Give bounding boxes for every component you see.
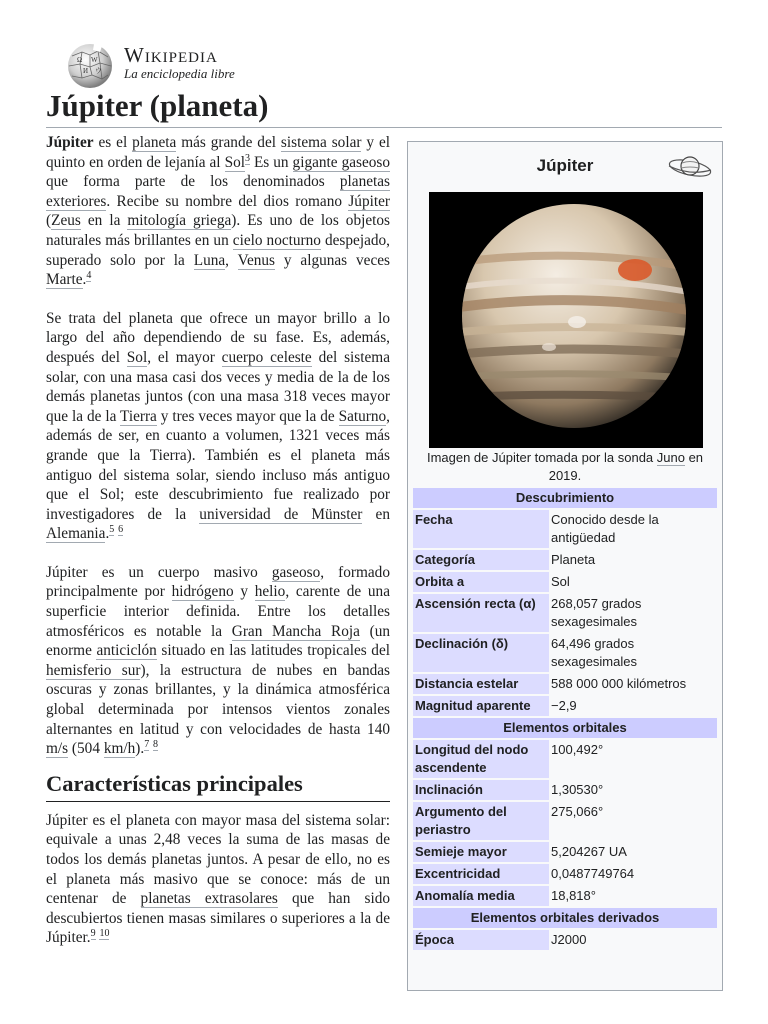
link-hemisferio-sur[interactable]: hemisferio sur: [46, 661, 141, 679]
infobox-row: [413, 634, 717, 672]
link-sistema-solar[interactable]: sistema solar: [280, 134, 362, 151]
section-heading-characteristics: Características principales: [46, 769, 390, 802]
infobox-value-anomalia-media: 18,818°: [551, 888, 596, 903]
juno-link[interactable]: Juno: [656, 450, 685, 465]
caption-text-pre: Imagen de Júpiter tomada por la sonda: [426, 450, 657, 465]
link-saturno[interactable]: Saturno: [338, 407, 387, 425]
infobox-row: [413, 864, 717, 884]
link-gran-mancha-roja[interactable]: Gran Mancha Roja: [231, 622, 360, 640]
infobox-value-epoca[interactable]: J2000: [551, 932, 587, 947]
link-helio[interactable]: helio: [254, 583, 286, 601]
reference-6[interactable]: 6: [118, 524, 124, 536]
svg-text:И: И: [83, 67, 89, 75]
text-run: (un enorme: [46, 622, 390, 660]
reference-8[interactable]: 8: [153, 739, 159, 751]
article-subject: Júpiter: [46, 134, 94, 151]
link-sol[interactable]: Sol: [126, 348, 148, 366]
infobox-label-excentricidad: Excentricidad: [413, 864, 549, 884]
link-universidad-de-munster[interactable]: universidad de Münster: [199, 505, 363, 523]
paragraph-brightness: [46, 309, 390, 544]
link-luna[interactable]: Luna: [193, 251, 226, 269]
infobox-label-argumento-del-periastro: Argumento del periastro: [413, 802, 549, 840]
wikipedia-globe-logo[interactable]: [64, 42, 116, 90]
text-run: situado en las latitudes tropicales del: [156, 642, 390, 660]
infobox-label-categoria: Categoría: [413, 550, 549, 570]
reference-5[interactable]: 5: [109, 524, 115, 536]
infobox-value-categoria[interactable]: Planeta: [551, 552, 596, 567]
text-run: , carente de una superficie interior definida. Entre los detalles atmosféricos es notable la: [46, 583, 390, 640]
infobox-row: [413, 780, 717, 800]
paragraph-mass: [46, 811, 390, 948]
text-run: Júpiter es el planeta con mayor masa del sistema solar: equivale a unas 2,48 veces la suma de las masas de todos los demás planetas juntos. A pesar de ello, no es el planeta más masivo que se conoce: más de un centenar de: [46, 811, 390, 908]
infobox-label-magnitud-aparente: Magnitud aparente: [413, 696, 549, 716]
link-zeus[interactable]: Zeus: [51, 212, 81, 230]
infobox-row: [413, 572, 717, 592]
link-anticiclon[interactable]: anticiclón: [96, 642, 157, 660]
infobox-label-fecha: Fecha: [413, 510, 549, 548]
infobox: [407, 141, 723, 991]
link-venus[interactable]: Venus: [237, 251, 275, 269]
infobox-row: [413, 696, 717, 716]
infobox-title: Júpiter: [536, 156, 594, 175]
svg-text:Ω: Ω: [77, 56, 83, 64]
reference-10[interactable]: 10: [99, 928, 110, 940]
infobox-value-longitud-del-nodo-ascendente: 100,492°: [551, 742, 604, 757]
infobox-value-inclinacion: 1,30530°: [551, 782, 604, 797]
text-run: ,: [225, 251, 238, 269]
text-run: y algunas veces: [274, 251, 390, 269]
text-run: Júpiter es un cuerpo masivo: [46, 563, 272, 581]
infobox-value-orbita-a[interactable]: Sol: [551, 574, 570, 589]
paragraph-composition: [46, 563, 390, 759]
text-run: es el: [93, 134, 133, 151]
infobox-section-header: Descubrimiento: [413, 488, 717, 508]
text-run: . Recibe su nombre del dios romano: [106, 192, 349, 210]
text-run: en: [362, 505, 390, 523]
brand-name[interactable]: Wikipedia: [124, 43, 218, 67]
article-body: [46, 133, 390, 948]
link-jupiter[interactable]: Júpiter: [348, 192, 390, 210]
text-run: , formado principalmente por: [46, 563, 390, 601]
infobox-value-fecha: Conocido desde la antigüedad: [551, 512, 659, 545]
brand-tagline: La enciclopedia libre: [124, 66, 235, 81]
infobox-label-anomalia-media: Anomalía media: [413, 886, 549, 906]
infobox-caption: [414, 449, 716, 485]
infobox-section-header: Elementos orbitales derivados: [413, 908, 717, 928]
text-run: Se trata del planeta que ofrece un mayor brillo a lo largo del año dependiendo de su fase. Es, además, después del: [46, 309, 390, 366]
jupiter-photo[interactable]: [429, 192, 703, 448]
infobox-row: [413, 886, 717, 906]
infobox-value-ascension-recta: 268,057 grados sexagesimales: [551, 596, 642, 629]
svg-text:ウ: ウ: [95, 67, 102, 75]
reference-7[interactable]: 7: [144, 739, 150, 751]
infobox-table: [413, 486, 717, 952]
infobox-row: [413, 802, 717, 840]
text-run: y tres veces mayor que la de: [156, 407, 339, 425]
text-run: despejado, superado solo por la: [46, 231, 390, 269]
infobox-value-distancia-estelar: 588 000 000 kilómetros: [551, 676, 687, 691]
infobox-value-declinacion: 64,496 grados sexagesimales: [551, 636, 637, 669]
text-run: (: [46, 212, 52, 230]
infobox-label-semieje-mayor: Semieje mayor: [413, 842, 549, 862]
link-planetas-exteriores[interactable]: planetas exteriores: [46, 173, 390, 210]
svg-text:W: W: [91, 56, 98, 64]
reference-4[interactable]: 4: [86, 270, 92, 282]
text-run: y el quinto en orden de lejanía al: [46, 134, 390, 171]
title-divider: [46, 127, 722, 128]
link-planetas-extrasolares[interactable]: planetas extrasolares: [140, 890, 278, 908]
infobox-row: [413, 594, 717, 632]
infobox-label-orbita-a: Orbita a: [413, 572, 549, 592]
paragraph-intro: [46, 133, 390, 290]
jupiter-symbol-icon: [666, 150, 714, 186]
infobox-row: [413, 510, 717, 548]
infobox-value-magnitud-aparente: −2,9: [551, 698, 577, 713]
link-alemania[interactable]: Alemania: [46, 525, 106, 543]
infobox-label-inclinacion: Inclinación: [413, 780, 549, 800]
infobox-value-excentricidad: 0,0487749764: [551, 866, 635, 881]
text-run: y: [233, 583, 255, 601]
link-gigante-gaseoso[interactable]: gigante gaseoso: [292, 153, 390, 171]
reference-9[interactable]: 9: [90, 928, 96, 940]
link-cielo-nocturno[interactable]: cielo nocturno: [232, 231, 321, 249]
infobox-label-declinacion: Declinación (δ): [413, 634, 549, 672]
link-km-h[interactable]: km/h: [103, 740, 136, 758]
text-run: , el mayor: [147, 348, 222, 366]
infobox-section-header: Elementos orbitales: [413, 718, 717, 738]
infobox-label-ascension-recta: Ascensión recta (α): [413, 594, 549, 632]
text-run: , además de ser, en cuanto a volumen, 1321 veces más grande que la Tierra). También es el planeta más antiguo del sistema solar, siendo incluso más antiguo que el Sol; este descubrimiento fue realizado por investigadores de la: [46, 407, 390, 523]
caption-text-post: en 2019.: [548, 450, 704, 483]
text-run: ), la estructura de nubes en bandas oscuras y zonas brillantes, y la dinámica atmosférica global determinada por intensos vientos zonales alternantes en latitud y con velocidades de hasta 140: [46, 661, 391, 738]
infobox-row: [413, 842, 717, 862]
text-run: ). Es uno de los objetos naturales más brillantes en un: [46, 212, 390, 249]
infobox-label-distancia-estelar: Distancia estelar: [413, 674, 549, 694]
page-title: Júpiter (planeta): [46, 88, 269, 123]
infobox-row: [413, 740, 717, 778]
infobox-label-epoca: Época: [413, 930, 549, 950]
link-mitologia-griega[interactable]: mitología griega: [127, 212, 232, 230]
text-run: que han sido descubiertos tienen masas similares o superiores a la de Júpiter.: [46, 890, 390, 947]
text-run: más grande del: [176, 134, 281, 151]
text-run: que forma parte de los denominados: [46, 173, 340, 191]
link-cuerpo-celeste[interactable]: cuerpo celeste: [221, 348, 312, 366]
link-sol[interactable]: Sol: [224, 153, 245, 171]
link-m-s[interactable]: m/s: [46, 740, 69, 758]
infobox-row: [413, 930, 717, 950]
infobox-row: [413, 674, 717, 694]
text-run: del sistema solar, con una masa casi dos veces y media de la de los demás planetas juntos (con una masa 318 veces mayor que la de la: [46, 348, 390, 425]
infobox-label-longitud-del-nodo-ascendente: Longitud del nodo ascendente: [413, 740, 549, 778]
link-gaseoso[interactable]: gaseoso: [271, 563, 321, 581]
link-planeta[interactable]: planeta: [132, 134, 177, 151]
brand: [124, 44, 235, 82]
infobox-row: [413, 550, 717, 570]
infobox-value-argumento-del-periastro: 275,066°: [551, 804, 604, 819]
text-run: .: [105, 525, 110, 543]
infobox-value-semieje-mayor[interactable]: 5,204267 UA: [551, 844, 627, 859]
link-hidrogeno[interactable]: hidrógeno: [171, 583, 234, 601]
text-run: ).: [135, 740, 145, 758]
link-tierra[interactable]: Tierra: [120, 407, 157, 425]
reference-3[interactable]: 3: [244, 152, 250, 164]
link-marte[interactable]: Marte: [46, 271, 83, 289]
text-run: (504: [68, 740, 104, 758]
text-run: .: [82, 271, 87, 289]
text-run: en la: [80, 212, 128, 230]
text-run: Es un: [249, 153, 293, 171]
